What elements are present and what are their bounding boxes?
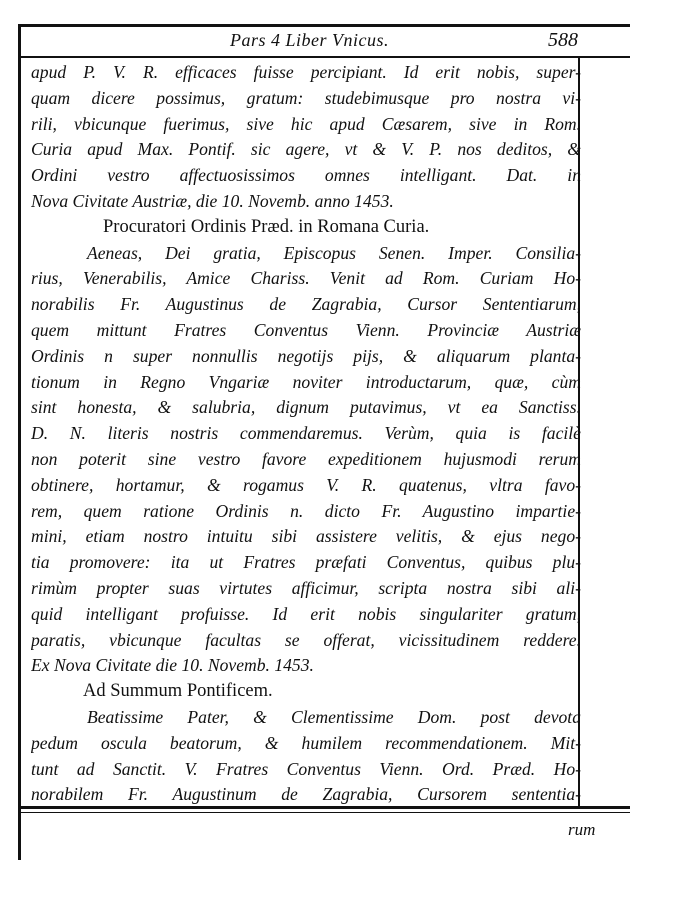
catchword: rum bbox=[568, 820, 596, 839]
top-rule bbox=[18, 24, 630, 27]
text-line: D. N. literis nostris commendaremus. Verùm, quia is facilè bbox=[31, 423, 581, 444]
page-number: 588 bbox=[548, 29, 578, 51]
text-line: Aeneas, Dei gratia, Episcopus Senen. Imper. Consilia- bbox=[87, 242, 581, 263]
left-rule bbox=[18, 24, 21, 860]
text-line: Ordinis n super nonnullis negotijs pijs, & aliquarum planta- bbox=[31, 345, 581, 366]
text-line: Ordini vestro affectuosissimos omnes intelligant. Dat. in bbox=[31, 165, 581, 186]
text-line: obtinere, hortamur, & rogamus V. R. quatenus, vltra favo- bbox=[31, 474, 581, 495]
text-line: mini, etiam nostro intuitu sibi assistere velitis, & ejus nego- bbox=[31, 526, 581, 547]
text-line: tunt ad Sanctit. V. Fratres Conventus Vienn. Ord. Præd. Ho- bbox=[31, 758, 581, 779]
text-line: paratis, vbicunque facultas se offerat, vicissitudinem reddere. bbox=[31, 629, 581, 650]
text-line: Nova Civitate Austriæ, die 10. Novemb. anno 1453. bbox=[31, 190, 394, 211]
text-line: pedum oscula beatorum, & humilem recommendationem. Mit- bbox=[31, 732, 581, 753]
text-line: rem, quem ratione Ordinis n. dicto Fr. Augustino impartie- bbox=[31, 500, 581, 521]
text-line: rili, vbicunque fuerimus, sive hic apud Cæsarem, sive in Rom. bbox=[31, 113, 581, 134]
running-head: Pars 4 Liber Vnicus. bbox=[230, 30, 390, 50]
text-line: non poterit sine vestro favore expeditionem hujusmodi rerum bbox=[31, 448, 581, 469]
text-line: Ex Nova Civitate die 10. Novemb. 1453. bbox=[31, 655, 314, 676]
text-line: tionum in Regno Vngariæ noviter introductarum, quæ, cùm bbox=[31, 371, 581, 392]
body-text bbox=[31, 60, 581, 808]
text-line: tia promovere: ita ut Fratres præfati Conventus, quibus plu- bbox=[31, 552, 581, 573]
letter-heading: Procuratori Ordinis Præd. in Romana Curia. bbox=[103, 216, 430, 237]
text-line: quid intelligant profuisse. Id erit nobis singulariter gratum, bbox=[31, 603, 581, 624]
text-line: norabilem Fr. Augustinum de Zagrabia, Cursorem sententia- bbox=[31, 784, 581, 805]
text-line: apud P. V. R. efficaces fuisse percipiant. Id erit nobis, super- bbox=[31, 62, 581, 82]
text-line: rimùm propter suas virtutes afficimur, scripta nostra sibi ali- bbox=[31, 577, 581, 598]
text-line: Curia apud Max. Pontif. sic agere, vt & V. P. nos deditos, & bbox=[31, 139, 581, 160]
text-line: quem mittunt Fratres Conventus Vienn. Provinciæ Austriæ bbox=[31, 319, 581, 340]
text-line: quam dicere possimus, gratum: studebimusque pro nostra vi- bbox=[31, 87, 581, 108]
text-line: rius, Venerabilis, Amice Chariss. Venit ad Rom. Curiam Ho- bbox=[31, 268, 581, 289]
bottom-rule-thin bbox=[18, 812, 630, 813]
header-rule bbox=[18, 56, 630, 58]
text-line: norabilis Fr. Augustinus de Zagrabia, Cursor Sententiarum, bbox=[31, 294, 581, 315]
text-line: sint honesta, & salubria, dignum putavimus, vt ea Sanctiss. bbox=[31, 397, 581, 418]
letter-heading: Ad Summum Pontificem. bbox=[83, 681, 273, 702]
text-line: Beatissime Pater, & Clementissime Dom. post devota bbox=[87, 706, 581, 727]
